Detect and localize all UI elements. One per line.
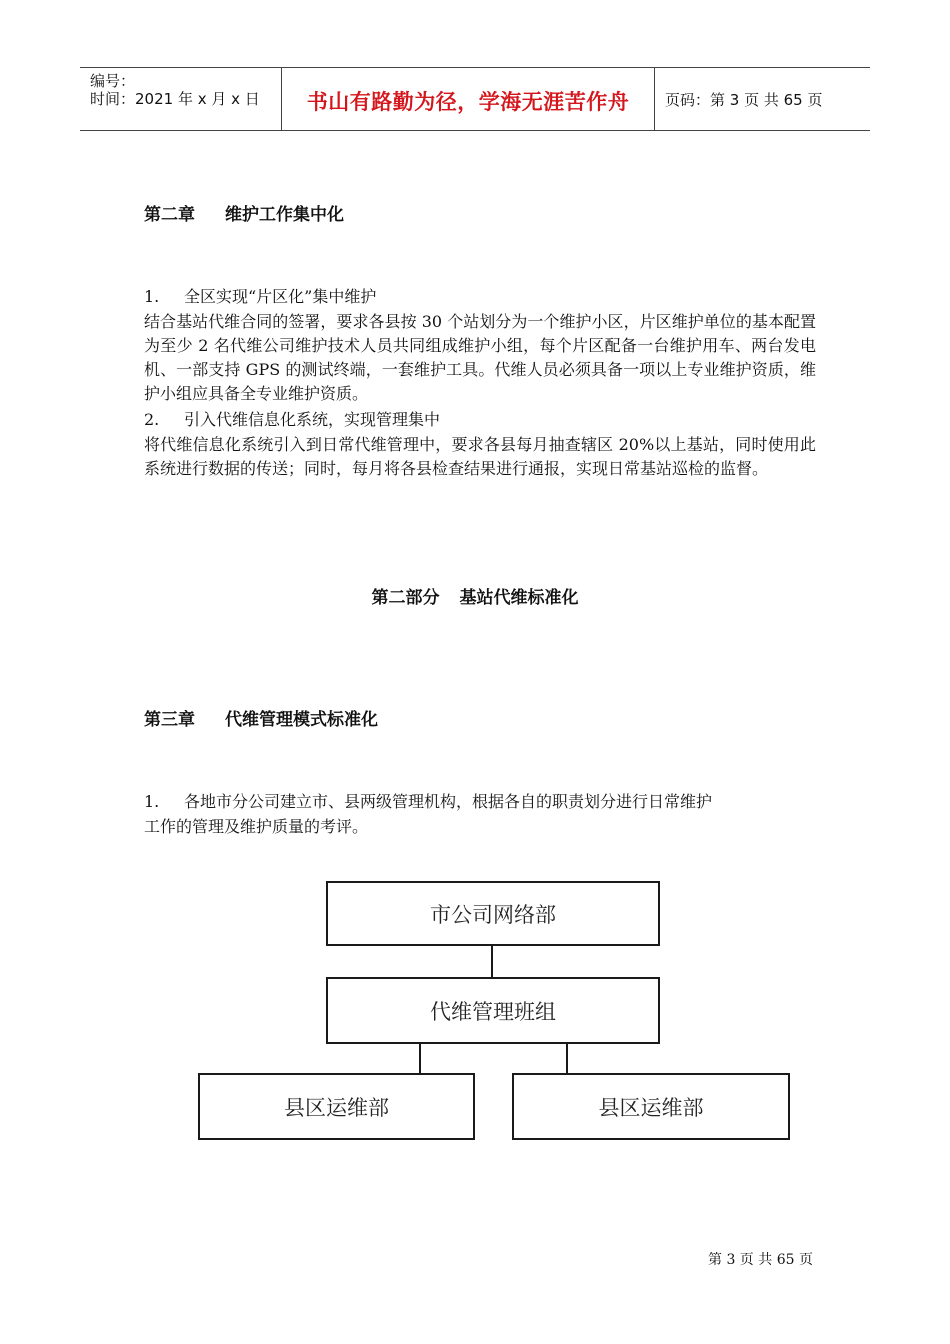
chapter2-item1-num: 1. [144, 287, 160, 306]
header-page-cell [655, 68, 870, 130]
chapter2-item1-heading [144, 285, 376, 309]
chapter2-item2-heading [144, 408, 440, 432]
page-header [80, 67, 870, 131]
header-meta-cell [80, 68, 282, 130]
chapter3-title: 代维管理模式标准化 [225, 710, 378, 730]
chapter3-item1-text1: 各地市分公司建立市、县两级管理机构，根据各自的职责划分进行日常维护 [184, 792, 713, 811]
chapter3-heading [144, 705, 378, 730]
chapter2-item1-title: 全区实现“片区化”集中维护 [184, 287, 377, 306]
chapter2-item2-num: 2. [144, 410, 160, 429]
org-box-maintenance-team: 代维管理班组 [326, 977, 660, 1044]
part2-heading [0, 583, 950, 608]
header-page-info: 页码：第 3 页 共 65 页 [665, 91, 823, 109]
chapter2-item1-body: 结合基站代维合同的签署，要求各县按 30 个站划分为一个维护小区，片区维护单位的基本配置为至少 2 名代维公司维护技术人员共同组成维护小组，每个片区配备一台维护用车、两台发电机、一部支持 GPS 的测试终端，一套维护工具。代维人员必须具备一项以上专业维护资质，维护小组应具备全专业维护资质。 [144, 312, 816, 403]
org-box-county-ops-right: 县区运维部 [512, 1073, 790, 1140]
chapter3-number: 第三章 [144, 710, 195, 730]
org-box-county-ops-left: 县区运维部 [198, 1073, 475, 1140]
document-number-label: 编号： [90, 72, 136, 90]
chapter2-title: 维护工作集中化 [225, 205, 344, 225]
chapter3-item1-num: 1. [144, 792, 160, 811]
chapter3-item1-line2: 工作的管理及维护质量的考评。 [144, 817, 369, 836]
chapter2-item2-body: 将代维信息化系统引入到日常代维管理中，要求各县每月抽查辖区 20%以上基站，同时使用此系统进行数据的传送；同时，每月将各县检查结果进行通报，实现日常基站巡检的监督。 [144, 435, 816, 478]
part2-title: 基站代维标准化 [459, 588, 579, 608]
org-box-city-network: 市公司网络部 [326, 881, 660, 946]
footer-page-number: 第 3 页 共 65 页 [708, 1252, 813, 1268]
chapter2-item2-title: 引入代维信息化系统，实现管理集中 [184, 410, 441, 429]
chapter2-heading [144, 200, 344, 225]
chapter2-number: 第二章 [144, 205, 195, 225]
document-date: 时间：2021 年 x 月 x 日 [90, 90, 260, 108]
org-connector-left [419, 1042, 421, 1074]
header-motto: 书山有路勤为径，学海无涯苦作舟 [306, 90, 630, 114]
chapter3-item1-line1 [144, 790, 712, 814]
org-connector-top [491, 945, 493, 977]
org-connector-right [566, 1042, 568, 1074]
header-motto-cell [282, 68, 655, 130]
part2-number: 第二部分 [371, 588, 440, 608]
